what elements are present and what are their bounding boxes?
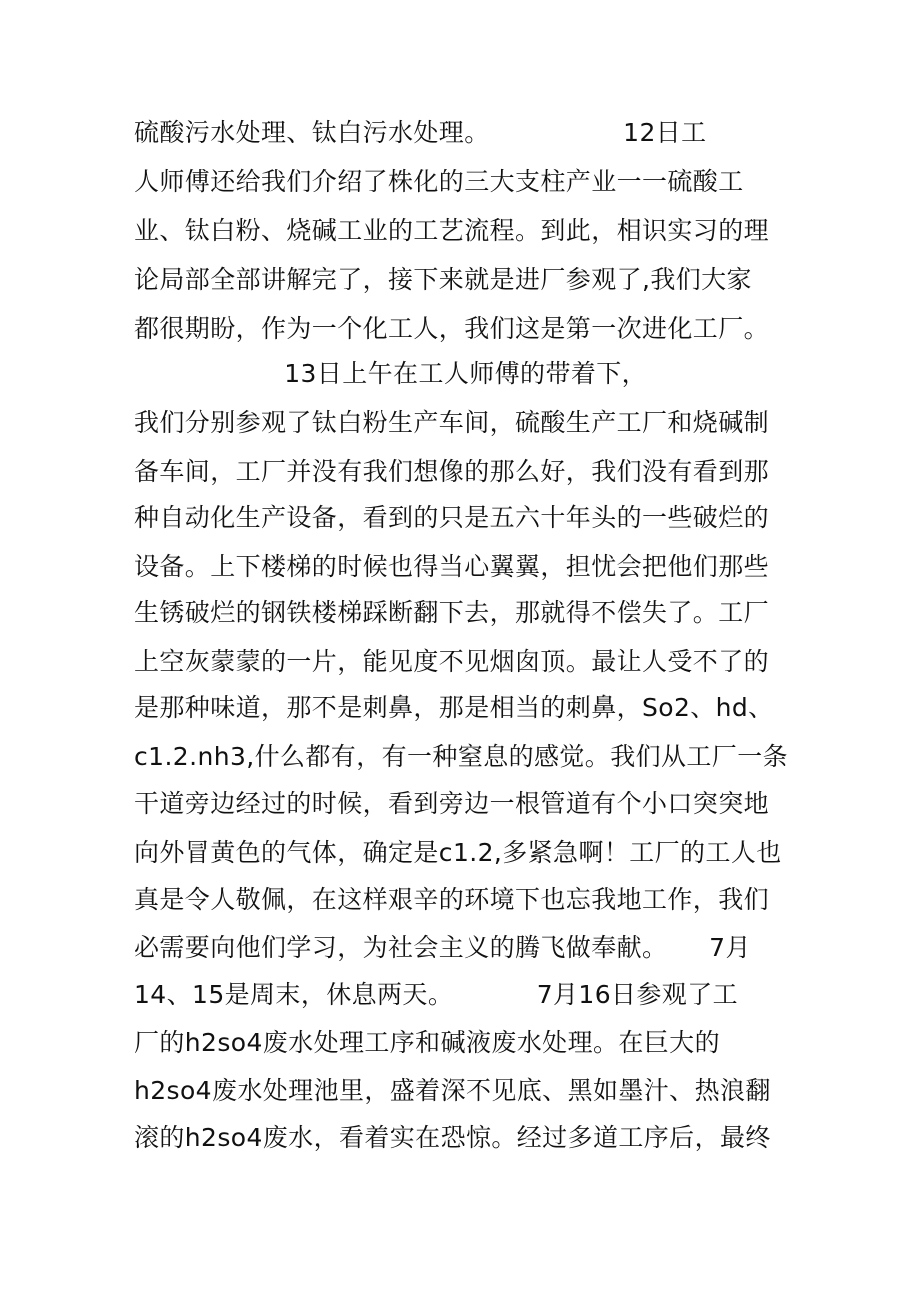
- text-line: 滚的h2so4废水，看着实在恐惊。经过多道工序后，最终: [134, 1123, 771, 1152]
- text-line: 人师傅还给我们介绍了株化的三大支柱产业一一硫酸工: [134, 167, 744, 196]
- text-line: 生锈破烂的钢铁楼梯踩断翻下去，那就得不偿失了。工厂: [134, 598, 770, 627]
- text-line: 硫酸污水处理、钛白污水处理。 12日工: [134, 118, 707, 147]
- text-line: 上空灰蒙蒙的一片，能见度不见烟囱顶。最让人受不了的: [134, 647, 770, 676]
- text-line: 备车间，工厂并没有我们想像的那么好，我们没有看到那: [134, 457, 770, 486]
- text-line: 13日上午在工人师傅的带着下，: [134, 359, 648, 388]
- text-line: h2so4废水处理池里，盛着深不见底、黑如墨汁、热浪翻: [134, 1076, 771, 1105]
- text-line: 厂的h2so4废水处理工序和碱液废水处理。在巨大的: [134, 1028, 720, 1057]
- text-line: 真是令人敬佩，在这样艰辛的环境下也忘我地工作，我们: [134, 885, 770, 914]
- text-line: c1.2.nh3,什么都有，有一种窒息的感觉。我们从工厂一条: [134, 742, 788, 771]
- text-line: 业、钛白粉、烧碱工业的工艺流程。到此，相识实习的理: [134, 216, 770, 245]
- text-line: 是那种味道，那不是刺鼻，那是相当的刺鼻，So2、hd、: [134, 693, 774, 722]
- text-line: 论局部全部讲解完了，接下来就是进厂参观了,我们大家: [134, 265, 752, 294]
- text-line: 设备。上下楼梯的时候也得当心翼翼，担忧会把他们那些: [134, 552, 770, 581]
- text-line: 干道旁边经过的时候，看到旁边一根管道有个小口突突地: [134, 789, 770, 818]
- text-line: 我们分别参观了钛白粉生产车间，硫酸生产工厂和烧碱制: [134, 408, 770, 437]
- text-line: 必需要向他们学习，为社会主义的腾飞做奉献。 7月: [134, 933, 751, 962]
- text-line: 14、15是周末，休息两天。 7月16日参观了工: [134, 980, 739, 1009]
- text-line: 向外冒黄色的气体，确定是c1.2,多紧急啊！工厂的工人也: [134, 838, 782, 867]
- text-line: 种自动化生产设备，看到的只是五六十年头的一些破烂的: [134, 503, 770, 532]
- text-line: 都很期盼，作为一个化工人，我们这是第一次进化工厂。: [134, 314, 770, 343]
